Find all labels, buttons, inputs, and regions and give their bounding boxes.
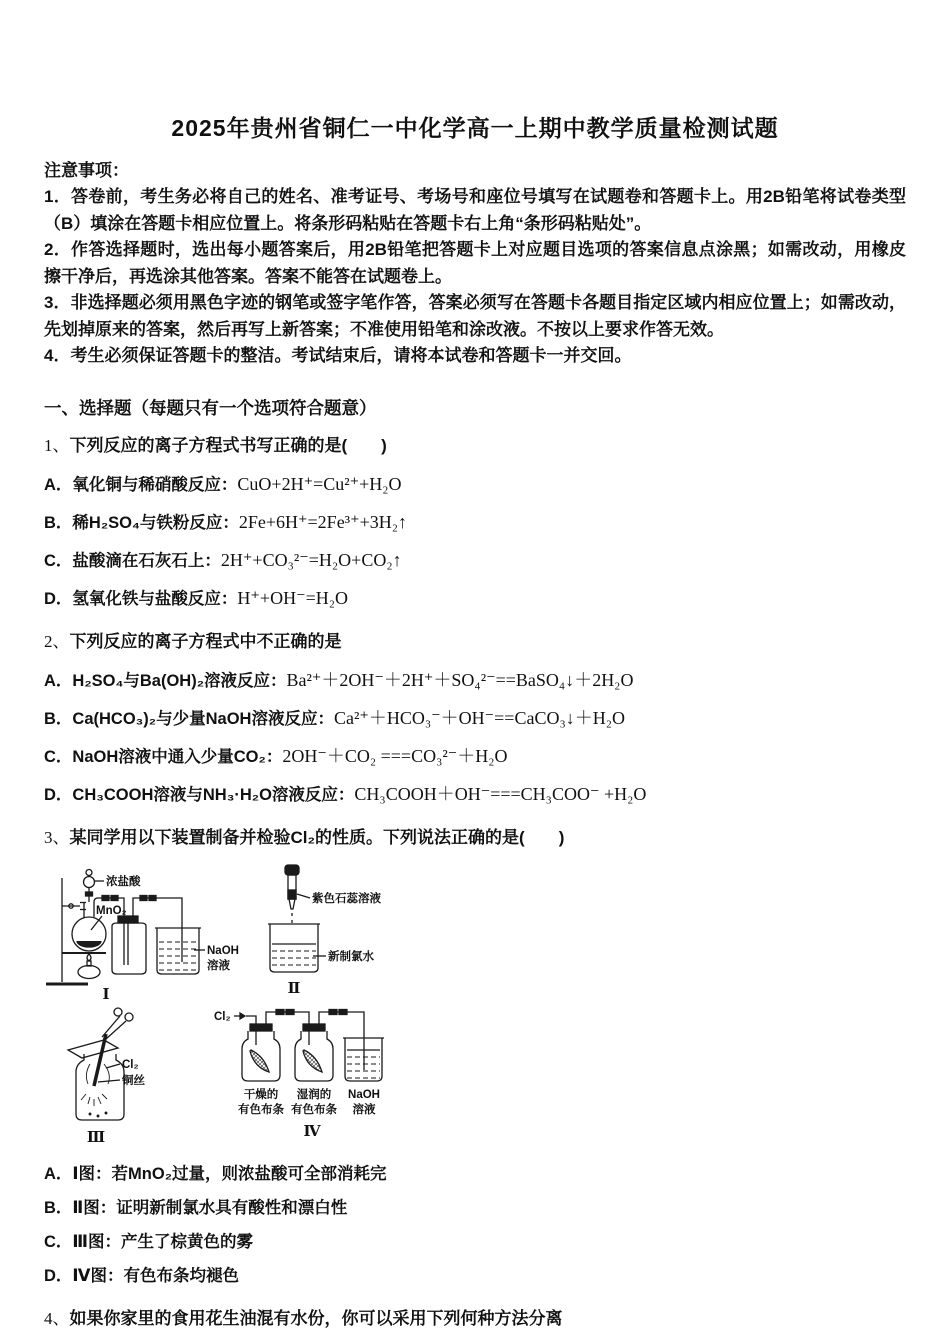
option-prefix: A．氧化铜与稀硝酸反应： [44, 475, 238, 494]
question-3-option-a [44, 1164, 906, 1185]
question-1-number: 1、 [44, 435, 70, 455]
label-purple-litmus-solution: 紫色石蕊溶液 [312, 892, 381, 905]
question-3-number: 3、 [44, 827, 70, 847]
option-formula: CH₃COOH＋OH⁻===CH₃COO⁻ +H₂O [354, 783, 647, 804]
roman-numeral-2: Ⅱ [287, 980, 301, 997]
notice-item-4: 4．考生必须保证答题卡的整洁。考试结束后，请将本试卷和答题卡一并交回。 [44, 346, 632, 365]
option-prefix: D．氢氧化铁与盐酸反应： [44, 589, 238, 608]
label-naoh-solution: 溶液 [352, 1103, 376, 1116]
option-formula: 2Fe+6H⁺=2Fe³⁺+3H₂↑ [238, 511, 408, 532]
notice-item-1: 1．答卷前，考生务必将自己的姓名、准考证号、考场号和座位号填写在试题卷和答题卡上。用2B铅笔将试卷类型（B）填涂在答题卡相应位置上。将条形码粘贴在答题卡右上角“条形码粘贴处”。 [44, 187, 906, 233]
diagram-3-copper-wire [60, 1002, 190, 1148]
label-cl2-inlet: Cl₂ [214, 1010, 231, 1023]
option-prefix: C．盐酸滴在石灰石上： [44, 551, 221, 570]
option-prefix: B．稀H₂SO₄与铁粉反应： [44, 513, 239, 532]
notice-heading: 注意事项： [44, 161, 129, 180]
question-2-option-c [44, 746, 906, 768]
label-dry-strip-line1: 干燥的 [243, 1088, 279, 1101]
diagram-4-cloth-strips [212, 1000, 427, 1148]
question-1 [44, 434, 906, 610]
question-1-option-d [44, 588, 906, 610]
roman-numeral-3: Ⅲ [86, 1129, 106, 1146]
apparatus-figure [44, 860, 906, 1152]
option-formula: 2OH⁻＋CO₂ ===CO₃²⁻＋H₂O [282, 745, 508, 766]
option-text: D．Ⅳ图：有色布条均褪色 [44, 1266, 240, 1285]
option-formula: H⁺+OH⁻=H₂O [237, 587, 348, 608]
notice-item-3: 3．非选择题必须用黑色字迹的钢笔或签字笔作答，答案必须写在答题卡各题目指定区域内相应位置上；如需改动，先划掉原来的答案，然后再写上新答案；不准使用铅笔和涂改液。不按以上要求作答无效。 [44, 293, 906, 339]
option-formula: CuO+2H⁺=Cu²⁺+H₂O [237, 473, 402, 494]
option-formula: Ba²⁺＋2OH⁻＋2H⁺＋SO₄²⁻==BaSO₄↓＋2H₂O [286, 669, 634, 690]
question-4 [44, 1307, 906, 1331]
roman-numeral-1: Ⅰ [102, 986, 110, 1003]
question-2 [44, 630, 906, 806]
label-mno2: MnO₂ [96, 904, 127, 917]
option-text: A．Ⅰ图：若MnO₂过量，则浓盐酸可全部消耗完 [44, 1164, 387, 1183]
option-formula: Ca²⁺＋HCO₃⁻＋OH⁻==CaCO₃↓＋H₂O [333, 707, 625, 728]
label-dry-strip-line2: 有色布条 [238, 1103, 284, 1116]
question-3-stem: 某同学用以下装置制备并检验Cl₂的性质。下列说法正确的是( ) [69, 827, 565, 847]
question-4-number: 4、 [44, 1308, 70, 1328]
question-2-number: 2、 [44, 631, 70, 651]
question-2-stem: 下列反应的离子方程式中不正确的是 [69, 631, 342, 651]
question-2-option-b [44, 708, 906, 730]
label-naoh-solution: 溶液 [207, 959, 230, 972]
option-prefix: B．Ca(HCO₃)₂与少量NaOH溶液反应： [44, 709, 334, 728]
label-copper-wire: 铜丝 [122, 1074, 145, 1087]
label-wet-strip-line2: 有色布条 [291, 1103, 337, 1116]
option-text: B．Ⅱ图：证明新制氯水具有酸性和漂白性 [44, 1198, 348, 1217]
label-naoh: NaOH [348, 1088, 380, 1101]
question-3-option-b [44, 1198, 906, 1219]
diagram-2-litmus-test [258, 862, 428, 1000]
label-fresh-chlorine-water: 新制氯水 [328, 950, 374, 963]
question-1-option-c [44, 550, 906, 572]
question-2-option-d [44, 784, 906, 806]
option-prefix: D．CH₃COOH溶液与NH₃·H₂O溶液反应： [44, 785, 355, 804]
label-wet-strip-line1: 湿润的 [296, 1088, 332, 1101]
roman-numeral-4: Ⅳ [303, 1123, 321, 1140]
page-title: 2025年贵州省铜仁一中化学高一上期中教学质量检测试题 [171, 115, 779, 141]
question-1-stem: 下列反应的离子方程式书写正确的是( ) [69, 435, 387, 455]
question-3-option-d [44, 1266, 906, 1287]
label-conc-hydrochloric-acid: 浓盐酸 [106, 875, 141, 888]
question-1-option-a [44, 474, 906, 496]
option-prefix: A．H₂SO₄与Ba(OH)₂溶液反应： [44, 671, 287, 690]
diagram-1-chlorine-generator [44, 866, 259, 1006]
option-formula: 2H⁺+CO₃²⁻=H₂O+CO₂↑ [220, 549, 402, 570]
question-2-option-a [44, 670, 906, 692]
question-3-option-c [44, 1232, 906, 1253]
question-1-option-b [44, 512, 906, 534]
section-one-heading: 一、选择题（每题只有一个选项符合题意） [44, 397, 377, 418]
label-cl2-gas: Cl₂ [122, 1058, 139, 1071]
notice-section [44, 158, 906, 370]
option-prefix: C．NaOH溶液中通入少量CO₂： [44, 747, 283, 766]
label-naoh: NaOH [207, 944, 239, 957]
question-4-stem: 如果你家里的食用花生油混有水份，你可以采用下列何种方法分离 [69, 1308, 563, 1328]
option-text: C．Ⅲ图：产生了棕黄色的雾 [44, 1232, 254, 1251]
notice-item-2: 2．作答选择题时，选出每小题答案后，用2B铅笔把答题卡上对应题目选项的答案信息点涂黑；如需改动，用橡皮擦干净后，再选涂其他答案。答案不能答在试题卷上。 [44, 240, 906, 286]
question-3 [44, 826, 906, 1287]
